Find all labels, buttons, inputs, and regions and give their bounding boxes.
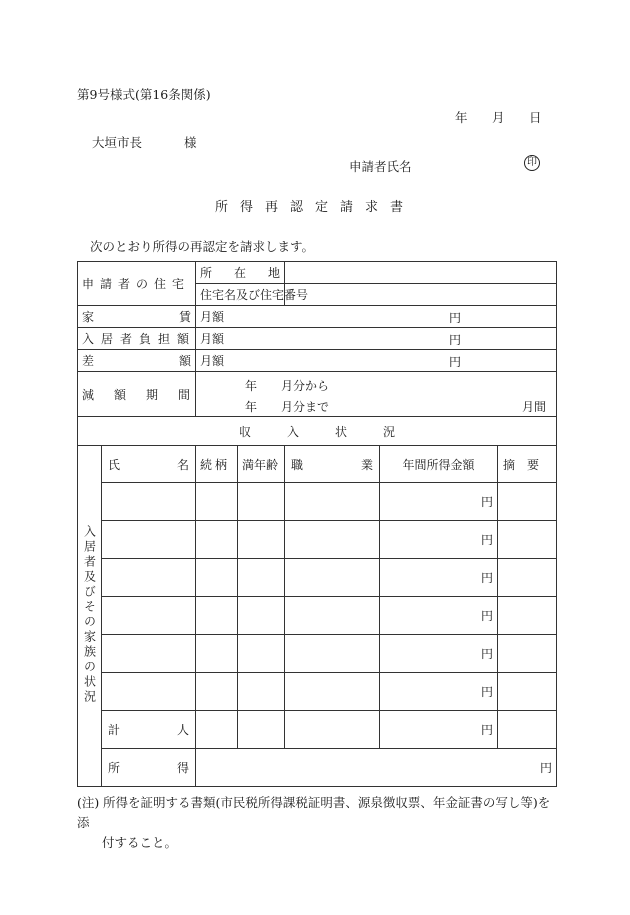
total-label: 計 [108, 723, 121, 737]
difference-label-cell: 差 額 [78, 350, 196, 372]
member-name-field[interactable] [102, 559, 196, 597]
difference-monthly-label: 月額 [200, 354, 225, 368]
member-occupation-field[interactable] [285, 635, 380, 673]
col-age-text: 満年齢 [242, 457, 279, 472]
family-status-label [78, 446, 102, 787]
table-row [78, 521, 557, 559]
col-relation-header [196, 446, 238, 483]
addressee-honorific: 様 [184, 135, 197, 150]
total-remarks-field[interactable] [498, 711, 557, 749]
member-remarks-field[interactable] [498, 521, 557, 559]
rent-label-cell: 家 賃 [78, 306, 196, 328]
member-name-field[interactable] [102, 635, 196, 673]
member-age-field[interactable] [238, 635, 285, 673]
table-row [78, 559, 557, 597]
total-occupation-field[interactable] [285, 711, 380, 749]
table-row [78, 597, 557, 635]
reduction-period-label: 減額期間 [82, 387, 211, 402]
location-label: 所在地 [200, 266, 303, 280]
col-remarks-header [498, 446, 557, 483]
income-total-yen-unit: 円 [540, 761, 553, 775]
col-income-header [380, 446, 498, 483]
yen-unit: 円 [481, 571, 494, 585]
member-relation-field[interactable] [196, 635, 238, 673]
applicant-name-label: 申請者氏名 [349, 159, 412, 174]
member-relation-field[interactable] [196, 521, 238, 559]
seal-mark: 印 [524, 155, 540, 171]
income-total-label-cell: 所 得 [102, 749, 196, 787]
date-year-label: 年 [455, 110, 468, 125]
member-relation-field[interactable] [196, 483, 238, 521]
house-number-field[interactable] [285, 284, 557, 306]
intro-text: 次のとおり所得の再認定を請求します。 [90, 239, 315, 254]
member-relation-field[interactable] [196, 597, 238, 635]
member-relation-field[interactable] [196, 559, 238, 597]
member-occupation-field[interactable] [285, 559, 380, 597]
member-income-field[interactable] [380, 635, 498, 673]
document-title: 所得再認定請求書 [214, 200, 415, 215]
rent-yen-unit: 円 [449, 311, 462, 325]
house-number-label-cell [196, 284, 309, 306]
period-to: 年 月分まで [245, 400, 330, 414]
income-total-row [78, 749, 557, 787]
table-row [78, 635, 557, 673]
col-relation-text: 続柄 [200, 457, 231, 472]
table-row [78, 673, 557, 711]
total-income-field[interactable] [380, 711, 498, 749]
member-remarks-field[interactable] [498, 673, 557, 711]
rent-amount-field[interactable] [196, 306, 557, 328]
burden-monthly-label: 月額 [200, 332, 225, 346]
member-relation-field[interactable] [196, 673, 238, 711]
col-income-text: 年間所得金額 [402, 457, 475, 472]
house-number-label: 住宅名及び住宅番号 [200, 288, 309, 302]
period-months: 月間 [522, 400, 547, 414]
burden-label-cell [78, 328, 196, 350]
member-income-field[interactable] [380, 673, 498, 711]
member-age-field[interactable] [238, 483, 285, 521]
request-form-table [77, 261, 557, 787]
location-label-cell [196, 262, 303, 284]
addressee [92, 133, 197, 151]
total-label-cell [102, 711, 196, 749]
member-age-field[interactable] [238, 673, 285, 711]
income-section-title: 収 入 状 況 [78, 417, 557, 446]
addressee-name: 大垣市長 [92, 135, 143, 150]
yen-unit: 円 [481, 533, 494, 547]
difference-amount-field[interactable] [196, 350, 557, 372]
family-status-text: 入居者及びその家族の状況 [82, 524, 97, 705]
form-number: 第9号様式(第16条関係) [77, 87, 211, 102]
member-income-field[interactable] [380, 521, 498, 559]
footnote [77, 793, 557, 853]
member-remarks-field[interactable] [498, 597, 557, 635]
date-day-label: 日 [529, 110, 542, 125]
member-income-field[interactable] [380, 559, 498, 597]
member-remarks-field[interactable] [498, 635, 557, 673]
income-total-field[interactable] [196, 749, 557, 787]
period-from: 年 月分から [245, 379, 330, 393]
date-month-label: 月 [492, 110, 505, 125]
footnote-line2: 付すること。 [102, 835, 178, 850]
member-age-field[interactable] [238, 521, 285, 559]
member-remarks-field[interactable] [498, 483, 557, 521]
col-name-header: 氏 名 [102, 446, 196, 483]
member-name-field[interactable] [102, 597, 196, 635]
member-income-field[interactable] [380, 483, 498, 521]
col-occupation-header: 職 業 [285, 446, 380, 483]
yen-unit: 円 [481, 495, 494, 509]
member-occupation-field[interactable] [285, 521, 380, 559]
total-yen-unit: 円 [481, 723, 494, 737]
burden-amount-field[interactable] [196, 328, 557, 350]
total-age-field[interactable] [238, 711, 285, 749]
yen-unit: 円 [481, 685, 494, 699]
difference-yen-unit: 円 [449, 355, 462, 369]
member-name-field[interactable] [102, 673, 196, 711]
member-age-field[interactable] [238, 597, 285, 635]
col-remarks-text: 摘要 [503, 457, 552, 472]
rent-monthly-label: 月額 [200, 310, 225, 324]
member-occupation-field[interactable] [285, 597, 380, 635]
total-unit: 人 [177, 723, 190, 737]
yen-unit: 円 [481, 647, 494, 661]
col-age-header [238, 446, 285, 483]
reduction-period-field[interactable] [196, 372, 557, 417]
total-row [78, 711, 557, 749]
location-field[interactable] [285, 262, 557, 284]
burden-yen-unit: 円 [449, 333, 462, 347]
member-remarks-field[interactable] [498, 559, 557, 597]
yen-unit: 円 [481, 609, 494, 623]
residence-label: 申請者の住宅 [82, 277, 191, 291]
footnote-line1: 所得を証明する書類(市民税所得課税証明書、源泉徴収票、年金証書の写し等)を添 [77, 795, 551, 830]
footnote-label: (注) [77, 795, 100, 810]
member-occupation-field[interactable] [285, 483, 380, 521]
member-age-field[interactable] [238, 559, 285, 597]
table-row [78, 483, 557, 521]
member-income-field[interactable] [380, 597, 498, 635]
member-occupation-field[interactable] [285, 673, 380, 711]
burden-label: 入居者負担額 [82, 332, 197, 346]
member-name-field[interactable] [102, 521, 196, 559]
reduction-period-label-cell [78, 372, 211, 417]
member-name-field[interactable] [102, 483, 196, 521]
residence-label-cell [78, 262, 196, 306]
total-relation-field[interactable] [196, 711, 238, 749]
